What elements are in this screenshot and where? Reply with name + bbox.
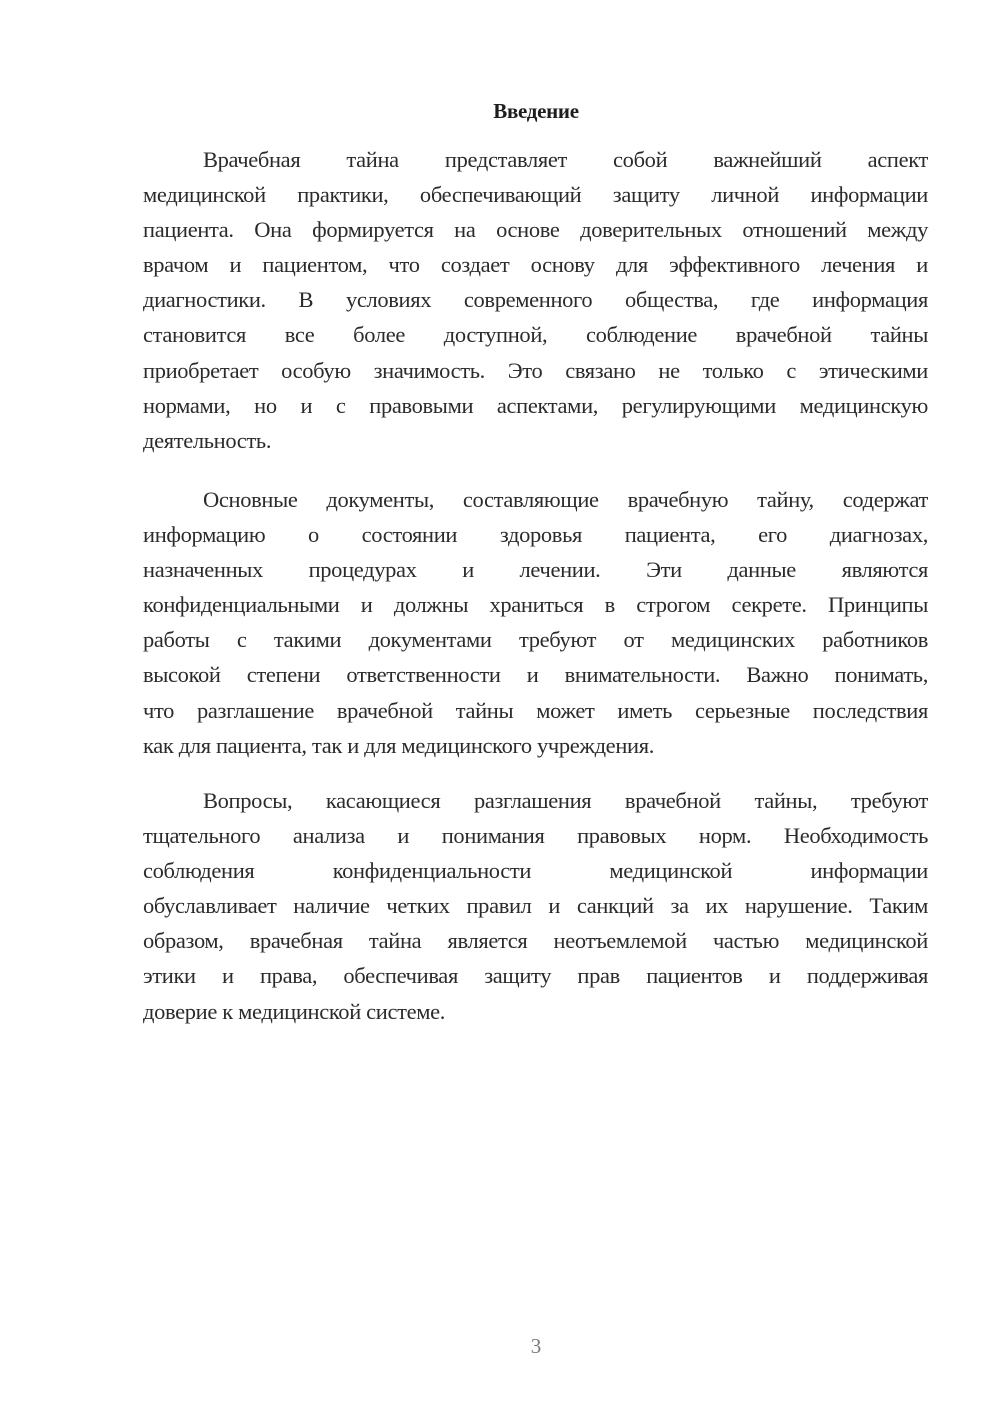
paragraph-line: медицинской практики, обеспечивающий защиту личной информации [143, 182, 928, 208]
paragraph-line: становится все более доступной, соблюдение врачебной тайны [143, 322, 928, 348]
paragraph-line: пациента. Она формируется на основе доверительных отношений между [143, 217, 928, 243]
paragraph-line: нормами, но и с правовыми аспектами, регулирующими медицинскую [143, 392, 928, 418]
paragraph-line: высокой степени ответственности и внимательности. Важно понимать, [143, 662, 928, 688]
paragraph-line: образом, врачебная тайна является неотъемлемой частью медицинской [143, 928, 928, 954]
paragraph-line: тщательного анализа и понимания правовых норм. Необходимость [143, 823, 928, 849]
paragraph-2 [143, 482, 928, 763]
paragraph-line: Вопросы, касающиеся разглашения врачебной тайны, требуют [203, 788, 928, 813]
paragraph-line: как для пациента, так и для медицинского учреждения. [143, 732, 654, 758]
paragraph-line: диагностики. В условиях современного общества, где информация [143, 287, 928, 313]
paragraph-3 [143, 783, 928, 1029]
paragraph-line: этики и права, обеспечивая защиту прав пациентов и поддерживая [143, 963, 928, 989]
paragraph-line: работы с такими документами требуют от медицинских работников [143, 627, 928, 653]
paragraph-line: деятельность. [143, 427, 272, 453]
page-number: 3 [530, 1334, 542, 1358]
paragraph-line: доверие к медицинской системе. [143, 998, 446, 1024]
paragraph-line: что разглашение врачебной тайны может иметь серьезные последствия [143, 697, 928, 723]
paragraph-line: назначенных процедурах и лечении. Эти данные являются [143, 557, 928, 583]
paragraph-line: приобретает особую значимость. Это связано не только с этическими [143, 357, 928, 383]
paragraph-line: врачом и пациентом, что создает основу для эффективного лечения и [143, 252, 928, 278]
paragraph-line: Основные документы, составляющие врачебную тайну, содержат [203, 487, 928, 512]
paragraph-line: обуславливает наличие четких правил и санкций за их нарушение. Таким [143, 893, 928, 919]
paragraph-1 [143, 142, 928, 458]
section-title: Введение [493, 99, 579, 123]
paragraph-line: информацию о состоянии здоровья пациента, его диагнозах, [143, 522, 928, 548]
paragraph-line: Врачебная тайна представляет собой важнейший аспект [203, 147, 928, 172]
paragraph-line: соблюдения конфиденциальности медицинской информации [143, 858, 928, 884]
paragraph-line: конфиденциальными и должны храниться в строгом секрете. Принципы [143, 592, 928, 618]
